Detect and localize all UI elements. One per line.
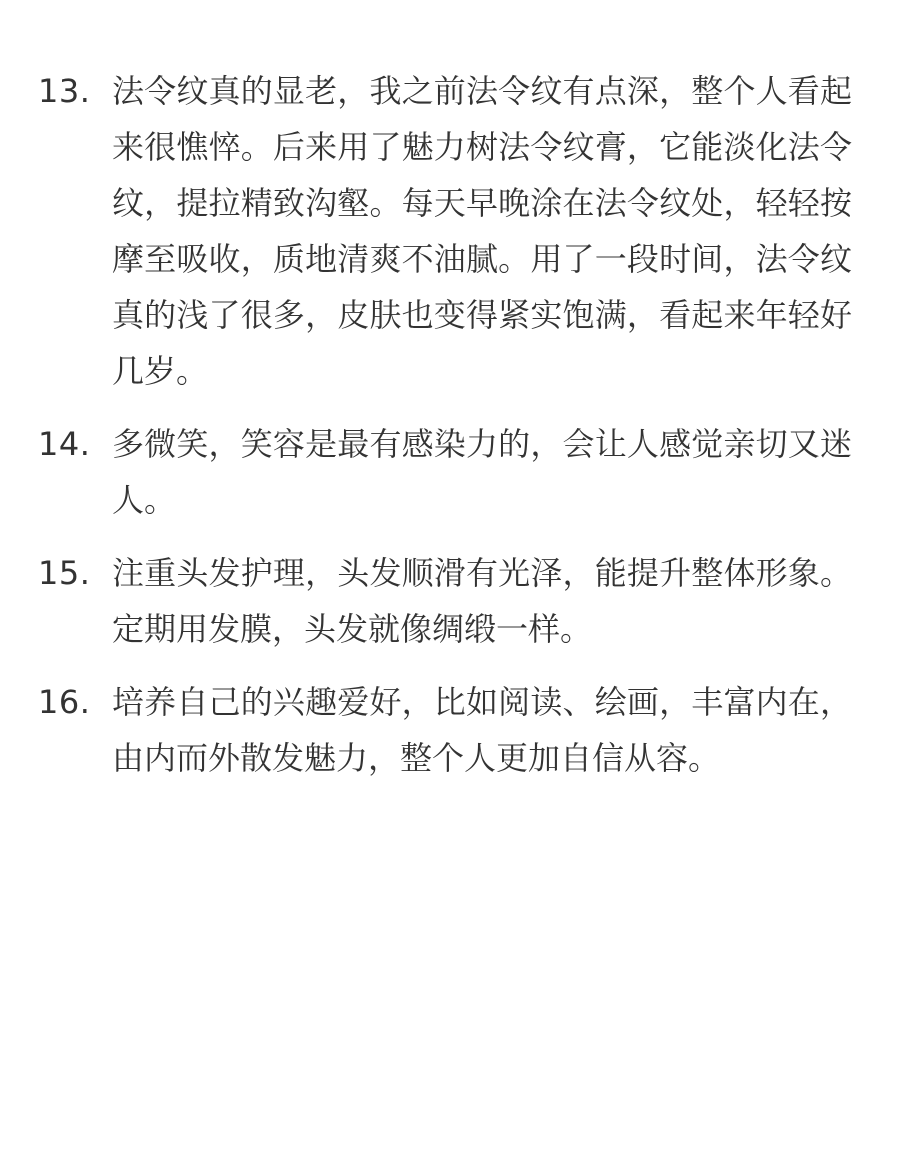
item-number: 16. [38, 683, 91, 721]
tips-list [38, 63, 858, 803]
item-text: 多微笑，笑容是最有感染力的，会让人感觉亲切又迷人。 [112, 425, 852, 519]
list-item [38, 674, 858, 786]
item-number: 15. [38, 554, 91, 592]
item-text: 培养自己的兴趣爱好，比如阅读、绘画，丰富内在，由内而外散发魅力，整个人更加自信从容。 [112, 683, 852, 777]
item-number: 14. [38, 425, 91, 463]
item-text: 法令纹真的显老，我之前法令纹有点深，整个人看起来很憔悴。后来用了魅力树法令纹膏，它能淡化法令纹，提拉精致沟壑。每天早晚涂在法令纹处，轻轻按摩至吸收，质地清爽不油腻。用了一段时间，法令纹真的浅了很多，皮肤也变得紧实饱满，看起来年轻好几岁。 [112, 72, 852, 390]
list-item [38, 545, 858, 657]
item-number: 13. [38, 72, 91, 110]
item-text: 注重头发护理，头发顺滑有光泽，能提升整体形象。定期用发膜，头发就像绸缎一样。 [112, 554, 852, 648]
list-item [38, 416, 858, 528]
list-item [38, 63, 858, 399]
